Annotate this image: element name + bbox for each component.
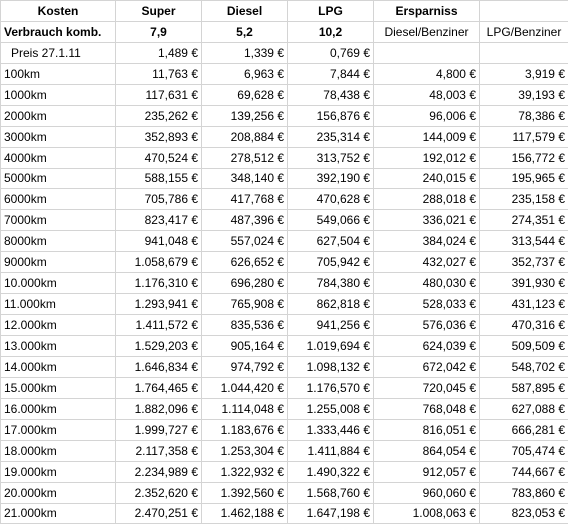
cost-lpg-cell[interactable]: 156,876 € <box>288 105 374 126</box>
cost-super-cell[interactable]: 1.999,727 € <box>116 419 202 440</box>
savings-diesel-cell[interactable]: 816,051 € <box>374 419 480 440</box>
distance-cell[interactable]: 9000km <box>1 252 116 273</box>
distance-cell[interactable]: 16.000km <box>1 398 116 419</box>
cost-super-cell[interactable]: 823,417 € <box>116 210 202 231</box>
distance-cell[interactable]: 18.000km <box>1 440 116 461</box>
consumption-diesel[interactable]: 5,2 <box>202 21 288 42</box>
cost-lpg-cell[interactable]: 1.647,198 € <box>288 503 374 524</box>
distance-cell[interactable]: 12.000km <box>1 315 116 336</box>
table-row <box>1 147 568 168</box>
consumption-super[interactable]: 7,9 <box>116 21 202 42</box>
cost-super-cell[interactable]: 1.411,572 € <box>116 315 202 336</box>
cost-diesel-cell[interactable]: 1.183,676 € <box>202 419 288 440</box>
savings-lpg-cell[interactable]: 3,919 € <box>480 63 568 84</box>
cost-super-cell[interactable]: 941,048 € <box>116 231 202 252</box>
cost-lpg-cell[interactable]: 1.098,132 € <box>288 356 374 377</box>
savings-diesel-cell[interactable]: 480,030 € <box>374 273 480 294</box>
cost-diesel-cell[interactable]: 278,512 € <box>202 147 288 168</box>
table-row <box>1 84 568 105</box>
cost-diesel-cell[interactable]: 6,963 € <box>202 63 288 84</box>
cost-super-cell[interactable]: 117,631 € <box>116 84 202 105</box>
distance-cell[interactable]: 7000km <box>1 210 116 231</box>
cost-super-cell[interactable]: 1.176,310 € <box>116 273 202 294</box>
cost-diesel-cell[interactable]: 487,396 € <box>202 210 288 231</box>
cost-lpg-cell[interactable]: 392,190 € <box>288 168 374 189</box>
cost-lpg-cell[interactable]: 1.411,884 € <box>288 440 374 461</box>
cost-super-cell[interactable]: 352,893 € <box>116 126 202 147</box>
savings-diesel-cell[interactable]: 384,024 € <box>374 231 480 252</box>
price-label[interactable]: Preis 27.1.11 <box>1 42 116 63</box>
table-row <box>1 461 568 482</box>
table-row <box>1 252 568 273</box>
savings-lpg-cell[interactable]: 391,930 € <box>480 273 568 294</box>
cost-diesel-cell[interactable]: 835,536 € <box>202 315 288 336</box>
savings-lpg-cell[interactable]: 705,474 € <box>480 440 568 461</box>
table-row <box>1 419 568 440</box>
cost-lpg-cell[interactable]: 784,380 € <box>288 273 374 294</box>
savings-lpg-cell[interactable]: 744,667 € <box>480 461 568 482</box>
cost-super-cell[interactable]: 705,786 € <box>116 189 202 210</box>
table-row <box>1 63 568 84</box>
header-ersparniss[interactable]: Ersparniss <box>374 1 480 22</box>
distance-cell[interactable]: 17.000km <box>1 419 116 440</box>
cost-lpg-cell[interactable]: 1.255,008 € <box>288 398 374 419</box>
cost-lpg-cell[interactable]: 1.333,446 € <box>288 419 374 440</box>
table-row <box>1 105 568 126</box>
cost-super-cell[interactable]: 2.117,358 € <box>116 440 202 461</box>
cost-diesel-cell[interactable]: 1.322,932 € <box>202 461 288 482</box>
cost-lpg-cell[interactable]: 1.019,694 € <box>288 336 374 357</box>
distance-cell[interactable]: 11.000km <box>1 294 116 315</box>
table-body <box>1 1 568 524</box>
cost-diesel-cell[interactable]: 626,652 € <box>202 252 288 273</box>
consumption-row <box>1 21 568 42</box>
header-empty[interactable] <box>480 1 568 22</box>
table-row <box>1 210 568 231</box>
savings-diesel-cell[interactable]: 960,060 € <box>374 482 480 503</box>
savings-lpg-cell[interactable]: 352,737 € <box>480 252 568 273</box>
cost-diesel-cell[interactable]: 974,792 € <box>202 356 288 377</box>
savings-diesel-cell[interactable]: 912,057 € <box>374 461 480 482</box>
header-row <box>1 1 568 22</box>
table-row <box>1 189 568 210</box>
cost-super-cell[interactable]: 1.646,834 € <box>116 356 202 377</box>
cost-super-cell[interactable]: 588,155 € <box>116 168 202 189</box>
savings-lpg-cell[interactable]: 548,702 € <box>480 356 568 377</box>
cost-lpg-cell[interactable]: 705,942 € <box>288 252 374 273</box>
savings-diesel-cell[interactable]: 336,021 € <box>374 210 480 231</box>
savings-lpg-cell[interactable]: 783,860 € <box>480 482 568 503</box>
distance-cell[interactable]: 14.000km <box>1 356 116 377</box>
savings-diesel-cell[interactable]: 576,036 € <box>374 315 480 336</box>
cost-diesel-cell[interactable]: 69,628 € <box>202 84 288 105</box>
cost-diesel-cell[interactable]: 1.044,420 € <box>202 377 288 398</box>
cost-diesel-cell[interactable]: 765,908 € <box>202 294 288 315</box>
savings-lpg-cell[interactable]: 39,193 € <box>480 84 568 105</box>
cost-lpg-cell[interactable]: 313,752 € <box>288 147 374 168</box>
cost-diesel-cell[interactable]: 348,140 € <box>202 168 288 189</box>
cost-lpg-cell[interactable]: 78,438 € <box>288 84 374 105</box>
cost-super-cell[interactable]: 1.529,203 € <box>116 336 202 357</box>
savings-lpg-cell[interactable]: 195,965 € <box>480 168 568 189</box>
price-row <box>1 42 568 63</box>
distance-cell[interactable]: 21.000km <box>1 503 116 524</box>
price-empty-cell[interactable] <box>480 42 568 63</box>
savings-diesel-cell[interactable]: 288,018 € <box>374 189 480 210</box>
table-row <box>1 482 568 503</box>
savings-lpg-cell[interactable]: 509,509 € <box>480 336 568 357</box>
cost-diesel-cell[interactable]: 905,164 € <box>202 336 288 357</box>
cost-diesel-cell[interactable]: 208,884 € <box>202 126 288 147</box>
cost-super-cell[interactable]: 235,262 € <box>116 105 202 126</box>
cost-super-cell[interactable]: 2.234,989 € <box>116 461 202 482</box>
table-row <box>1 231 568 252</box>
distance-cell[interactable]: 5000km <box>1 168 116 189</box>
savings-diesel-cell[interactable]: 768,048 € <box>374 398 480 419</box>
cost-lpg-cell[interactable]: 862,818 € <box>288 294 374 315</box>
cost-diesel-cell[interactable]: 696,280 € <box>202 273 288 294</box>
savings-diesel-cell[interactable]: 1.008,063 € <box>374 503 480 524</box>
distance-cell[interactable]: 3000km <box>1 126 116 147</box>
table-row <box>1 356 568 377</box>
distance-cell[interactable]: 6000km <box>1 189 116 210</box>
savings-diesel-cell[interactable]: 4,800 € <box>374 63 480 84</box>
table-row <box>1 503 568 524</box>
table-row <box>1 440 568 461</box>
savings-diesel-cell[interactable]: 96,006 € <box>374 105 480 126</box>
savings-lpg-cell[interactable]: 470,316 € <box>480 315 568 336</box>
savings-diesel-cell[interactable]: 432,027 € <box>374 252 480 273</box>
savings-diesel-cell[interactable]: 240,015 € <box>374 168 480 189</box>
distance-cell[interactable]: 13.000km <box>1 336 116 357</box>
savings-lpg-cell[interactable]: 627,088 € <box>480 398 568 419</box>
distance-cell[interactable]: 19.000km <box>1 461 116 482</box>
savings-diesel-cell[interactable]: 720,045 € <box>374 377 480 398</box>
table-row <box>1 273 568 294</box>
savings-lpg-cell[interactable]: 823,053 € <box>480 503 568 524</box>
savings-lpg-benziner-header[interactable]: LPG/Benziner <box>480 21 568 42</box>
cost-diesel-cell[interactable]: 139,256 € <box>202 105 288 126</box>
savings-lpg-cell[interactable]: 117,579 € <box>480 126 568 147</box>
cost-super-cell[interactable]: 11,763 € <box>116 63 202 84</box>
cost-lpg-cell[interactable]: 941,256 € <box>288 315 374 336</box>
savings-diesel-cell[interactable]: 144,009 € <box>374 126 480 147</box>
consumption-lpg[interactable]: 10,2 <box>288 21 374 42</box>
cost-lpg-cell[interactable]: 627,504 € <box>288 231 374 252</box>
cost-super-cell[interactable]: 2.470,251 € <box>116 503 202 524</box>
savings-diesel-cell[interactable]: 192,012 € <box>374 147 480 168</box>
cost-lpg-cell[interactable]: 549,066 € <box>288 210 374 231</box>
table-row <box>1 398 568 419</box>
price-lpg[interactable]: 0,769 € <box>288 42 374 63</box>
distance-cell[interactable]: 20.000km <box>1 482 116 503</box>
distance-cell[interactable]: 100km <box>1 63 116 84</box>
savings-diesel-cell[interactable]: 864,054 € <box>374 440 480 461</box>
cost-diesel-cell[interactable]: 557,024 € <box>202 231 288 252</box>
table-row <box>1 294 568 315</box>
savings-lpg-cell[interactable]: 313,544 € <box>480 231 568 252</box>
table-row <box>1 126 568 147</box>
savings-diesel-benziner-header[interactable]: Diesel/Benziner <box>374 21 480 42</box>
cost-diesel-cell[interactable]: 1.114,048 € <box>202 398 288 419</box>
cost-lpg-cell[interactable]: 1.176,570 € <box>288 377 374 398</box>
table-row <box>1 315 568 336</box>
header-kosten[interactable]: Kosten <box>1 1 116 22</box>
distance-cell[interactable]: 2000km <box>1 105 116 126</box>
cost-super-cell[interactable]: 470,524 € <box>116 147 202 168</box>
distance-cell[interactable]: 8000km <box>1 231 116 252</box>
header-lpg[interactable]: LPG <box>288 1 374 22</box>
cost-super-cell[interactable]: 1.293,941 € <box>116 294 202 315</box>
cost-super-cell[interactable]: 1.058,679 € <box>116 252 202 273</box>
cost-lpg-cell[interactable]: 1.490,322 € <box>288 461 374 482</box>
price-diesel[interactable]: 1,339 € <box>202 42 288 63</box>
distance-cell[interactable]: 15.000km <box>1 377 116 398</box>
table-row <box>1 336 568 357</box>
distance-cell[interactable]: 10.000km <box>1 273 116 294</box>
price-super[interactable]: 1,489 € <box>116 42 202 63</box>
cost-super-cell[interactable]: 2.352,620 € <box>116 482 202 503</box>
distance-cell[interactable]: 1000km <box>1 84 116 105</box>
savings-lpg-cell[interactable]: 666,281 € <box>480 419 568 440</box>
savings-lpg-cell[interactable]: 235,158 € <box>480 189 568 210</box>
cost-super-cell[interactable]: 1.764,465 € <box>116 377 202 398</box>
savings-diesel-cell[interactable]: 672,042 € <box>374 356 480 377</box>
savings-lpg-cell[interactable]: 156,772 € <box>480 147 568 168</box>
cost-diesel-cell[interactable]: 1.253,304 € <box>202 440 288 461</box>
cost-lpg-cell[interactable]: 470,628 € <box>288 189 374 210</box>
savings-diesel-cell[interactable]: 528,033 € <box>374 294 480 315</box>
table-row <box>1 168 568 189</box>
savings-lpg-cell[interactable]: 78,386 € <box>480 105 568 126</box>
cost-lpg-cell[interactable]: 7,844 € <box>288 63 374 84</box>
distance-cell[interactable]: 4000km <box>1 147 116 168</box>
cost-super-cell[interactable]: 1.882,096 € <box>116 398 202 419</box>
cost-diesel-cell[interactable]: 417,768 € <box>202 189 288 210</box>
savings-lpg-cell[interactable]: 274,351 € <box>480 210 568 231</box>
cost-diesel-cell[interactable]: 1.392,560 € <box>202 482 288 503</box>
savings-diesel-cell[interactable]: 48,003 € <box>374 84 480 105</box>
consumption-label[interactable]: Verbrauch komb. <box>1 21 116 42</box>
savings-diesel-cell[interactable]: 624,039 € <box>374 336 480 357</box>
table-row <box>1 377 568 398</box>
savings-lpg-cell[interactable]: 431,123 € <box>480 294 568 315</box>
cost-lpg-cell[interactable]: 235,314 € <box>288 126 374 147</box>
header-diesel[interactable]: Diesel <box>202 1 288 22</box>
savings-lpg-cell[interactable]: 587,895 € <box>480 377 568 398</box>
cost-diesel-cell[interactable]: 1.462,188 € <box>202 503 288 524</box>
price-empty-cell[interactable] <box>374 42 480 63</box>
header-super[interactable]: Super <box>116 1 202 22</box>
cost-lpg-cell[interactable]: 1.568,760 € <box>288 482 374 503</box>
